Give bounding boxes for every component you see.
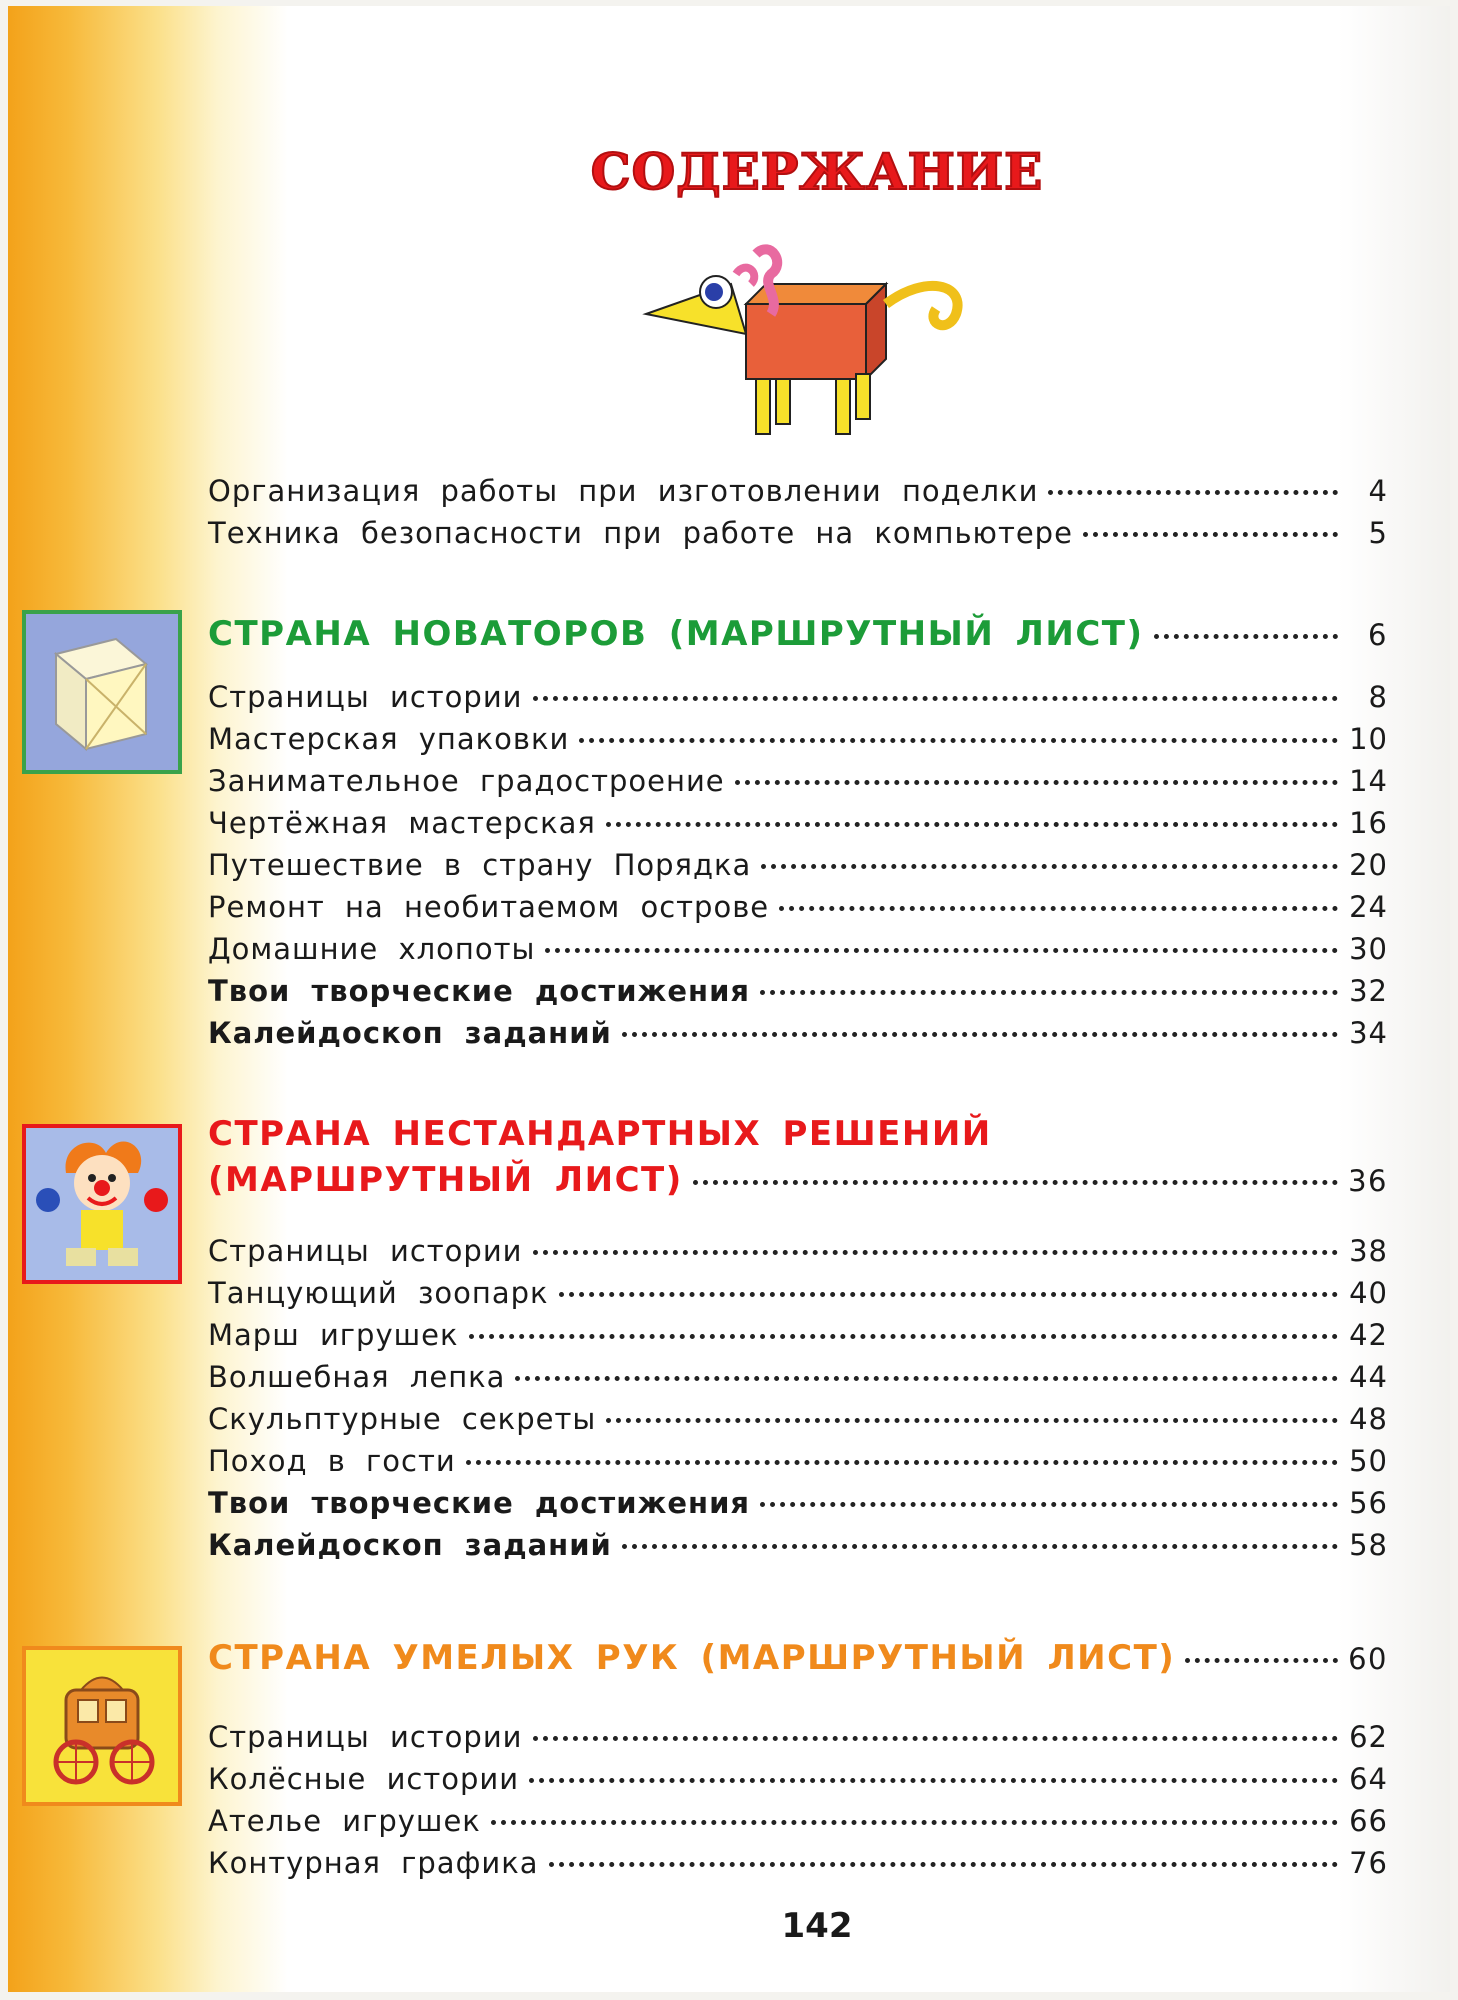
toc-entry[interactable] bbox=[208, 1016, 1388, 1058]
toc-entry[interactable] bbox=[208, 806, 1388, 848]
toc-entry[interactable] bbox=[208, 1402, 1388, 1444]
carriage-icon bbox=[26, 1650, 178, 1802]
toc-entry-label: Мастерская упаковки bbox=[208, 722, 570, 756]
toc-entry-page: 66 bbox=[1349, 1804, 1388, 1838]
section-heading-skilled-hands[interactable] bbox=[208, 1638, 1388, 1690]
section-page: 6 bbox=[1368, 618, 1388, 652]
toc-entry[interactable] bbox=[208, 1720, 1388, 1762]
section-thumb-skilled-hands bbox=[22, 1646, 182, 1806]
toc-entry[interactable] bbox=[208, 974, 1388, 1016]
toc-entry[interactable] bbox=[208, 680, 1388, 722]
toc-entry-page: 58 bbox=[1349, 1528, 1388, 1562]
toc-entry-page: 56 bbox=[1349, 1486, 1388, 1520]
toc-entry[interactable] bbox=[208, 1360, 1388, 1402]
toc-entry[interactable] bbox=[208, 1528, 1388, 1570]
toc-entry-label: Колёсные истории bbox=[208, 1762, 520, 1796]
dot-leader bbox=[622, 1544, 1338, 1549]
dot-leader bbox=[622, 1032, 1338, 1037]
toc-entry-label: Волшебная лепка bbox=[208, 1360, 506, 1394]
section-thumb-novators bbox=[22, 610, 182, 774]
dot-leader bbox=[549, 1862, 1339, 1867]
toc-entry-page: 30 bbox=[1349, 932, 1388, 966]
toc-entry[interactable] bbox=[208, 890, 1388, 932]
toc-entry[interactable] bbox=[208, 474, 1388, 516]
toc-entry-page: 76 bbox=[1349, 1846, 1388, 1880]
dot-leader bbox=[469, 1334, 1338, 1339]
toc-entry[interactable] bbox=[208, 1318, 1388, 1360]
dot-leader bbox=[533, 1250, 1338, 1255]
toc-entry[interactable] bbox=[208, 764, 1388, 806]
toc-entry-label: Домашние хлопоты bbox=[208, 932, 536, 966]
page-number: 142 bbox=[781, 1906, 853, 1946]
toc-entry-label: Скульптурные секреты bbox=[208, 1402, 597, 1436]
toc-entry[interactable] bbox=[208, 1486, 1388, 1528]
paper-animal-illustration bbox=[636, 244, 1006, 444]
page-title: СОДЕРЖАНИЕ bbox=[590, 142, 1044, 201]
section-heading-nonstandard-line2[interactable] bbox=[208, 1160, 1388, 1212]
toc-entry[interactable] bbox=[208, 1762, 1388, 1804]
toc-entry-page: 24 bbox=[1349, 890, 1388, 924]
toc-entry[interactable] bbox=[208, 1846, 1388, 1888]
dot-leader bbox=[579, 738, 1338, 743]
section-thumb-nonstandard bbox=[22, 1124, 182, 1284]
toc-entry-page: 20 bbox=[1349, 848, 1388, 882]
book-page bbox=[8, 6, 1450, 1992]
dot-leader bbox=[533, 696, 1338, 701]
toc-entry-label: Калейдоскоп заданий bbox=[208, 1528, 612, 1562]
toc-entry-label: Чертёжная мастерская bbox=[208, 806, 596, 840]
toc-entry-label: Техника безопасности при работе на компьютере bbox=[208, 516, 1073, 550]
toc-entry[interactable] bbox=[208, 1444, 1388, 1486]
toc-entry-label: Ателье игрушек bbox=[208, 1804, 481, 1838]
box-icon bbox=[26, 614, 178, 770]
toc-entry-page: 14 bbox=[1349, 764, 1388, 798]
dot-leader bbox=[466, 1460, 1338, 1465]
toc-entry-label: Путешествие в страну Порядка bbox=[208, 848, 752, 882]
dot-leader bbox=[760, 1502, 1338, 1507]
toc-entry-label: Поход в гости bbox=[208, 1444, 456, 1478]
section-page: 60 bbox=[1348, 1642, 1388, 1676]
dot-leader bbox=[779, 906, 1338, 911]
toc-entry[interactable] bbox=[208, 1804, 1388, 1846]
dot-leader bbox=[761, 864, 1338, 869]
toc-entry[interactable] bbox=[208, 848, 1388, 890]
section-title: (МАРШРУТНЫЙ ЛИСТ) bbox=[208, 1160, 683, 1200]
dot-leader bbox=[606, 1418, 1338, 1423]
toc-entry[interactable] bbox=[208, 932, 1388, 974]
toc-entry-page: 40 bbox=[1349, 1276, 1388, 1310]
toc-entry-page: 38 bbox=[1349, 1234, 1388, 1268]
toc-entry[interactable] bbox=[208, 1276, 1388, 1318]
dot-leader bbox=[735, 780, 1338, 785]
toc-entry-label: Страницы истории bbox=[208, 680, 523, 714]
table-of-contents bbox=[208, 474, 1388, 1888]
toc-entry-label: Ремонт на необитаемом острове bbox=[208, 890, 770, 924]
dot-leader bbox=[559, 1292, 1338, 1297]
toc-entry-label: Марш игрушек bbox=[208, 1318, 459, 1352]
section-heading-novators[interactable] bbox=[208, 614, 1388, 666]
dot-leader bbox=[1048, 490, 1338, 495]
toc-entry-label: Твои творческие достижения bbox=[208, 974, 751, 1008]
dot-leader bbox=[515, 1376, 1338, 1381]
toc-entry-page: 34 bbox=[1349, 1016, 1388, 1050]
section-title: СТРАНА УМЕЛЫХ РУК (МАРШРУТНЫЙ ЛИСТ) bbox=[208, 1638, 1176, 1678]
toc-entry-page: 48 bbox=[1349, 1402, 1388, 1436]
toc-entry-label: Организация работы при изготовлении поделки bbox=[208, 474, 1039, 508]
toc-entry-label: Контурная графика bbox=[208, 1846, 539, 1880]
section-title: СТРАНА НЕСТАНДАРТНЫХ РЕШЕНИЙ bbox=[208, 1114, 992, 1154]
dot-leader bbox=[491, 1820, 1338, 1825]
toc-entry-page: 32 bbox=[1349, 974, 1388, 1008]
dot-leader bbox=[1185, 1658, 1338, 1663]
toc-entry-page: 42 bbox=[1349, 1318, 1388, 1352]
toc-entry-page: 5 bbox=[1368, 516, 1388, 550]
dot-leader bbox=[533, 1736, 1338, 1741]
dot-leader bbox=[1083, 532, 1338, 537]
dot-leader bbox=[693, 1180, 1338, 1185]
toc-entry-page: 44 bbox=[1349, 1360, 1388, 1394]
section-title: СТРАНА НОВАТОРОВ (МАРШРУТНЫЙ ЛИСТ) bbox=[208, 614, 1144, 654]
toc-entry-page: 62 bbox=[1349, 1720, 1388, 1754]
dot-leader bbox=[760, 990, 1338, 995]
toc-entry-label: Страницы истории bbox=[208, 1234, 523, 1268]
toc-entry-page: 50 bbox=[1349, 1444, 1388, 1478]
toc-entry[interactable] bbox=[208, 516, 1388, 558]
toc-entry[interactable] bbox=[208, 722, 1388, 764]
toc-entry-page: 4 bbox=[1368, 474, 1388, 508]
section-page: 36 bbox=[1348, 1164, 1388, 1198]
dot-leader bbox=[529, 1778, 1338, 1783]
toc-entry-page: 8 bbox=[1368, 680, 1388, 714]
toc-entry-label: Калейдоскоп заданий bbox=[208, 1016, 612, 1050]
dot-leader bbox=[1154, 634, 1338, 639]
dot-leader bbox=[606, 822, 1338, 827]
dot-leader bbox=[545, 948, 1338, 953]
toc-entry-label: Твои творческие достижения bbox=[208, 1486, 751, 1520]
clown-icon bbox=[26, 1128, 178, 1280]
toc-entry-page: 10 bbox=[1349, 722, 1388, 756]
toc-entry-label: Танцующий зоопарк bbox=[208, 1276, 549, 1310]
toc-entry-page: 64 bbox=[1349, 1762, 1388, 1796]
toc-entry[interactable] bbox=[208, 1234, 1388, 1276]
toc-entry-label: Страницы истории bbox=[208, 1720, 523, 1754]
toc-entry-page: 16 bbox=[1349, 806, 1388, 840]
section-heading-nonstandard-line1[interactable] bbox=[208, 1114, 1388, 1160]
toc-entry-label: Занимательное градостроение bbox=[208, 764, 725, 798]
